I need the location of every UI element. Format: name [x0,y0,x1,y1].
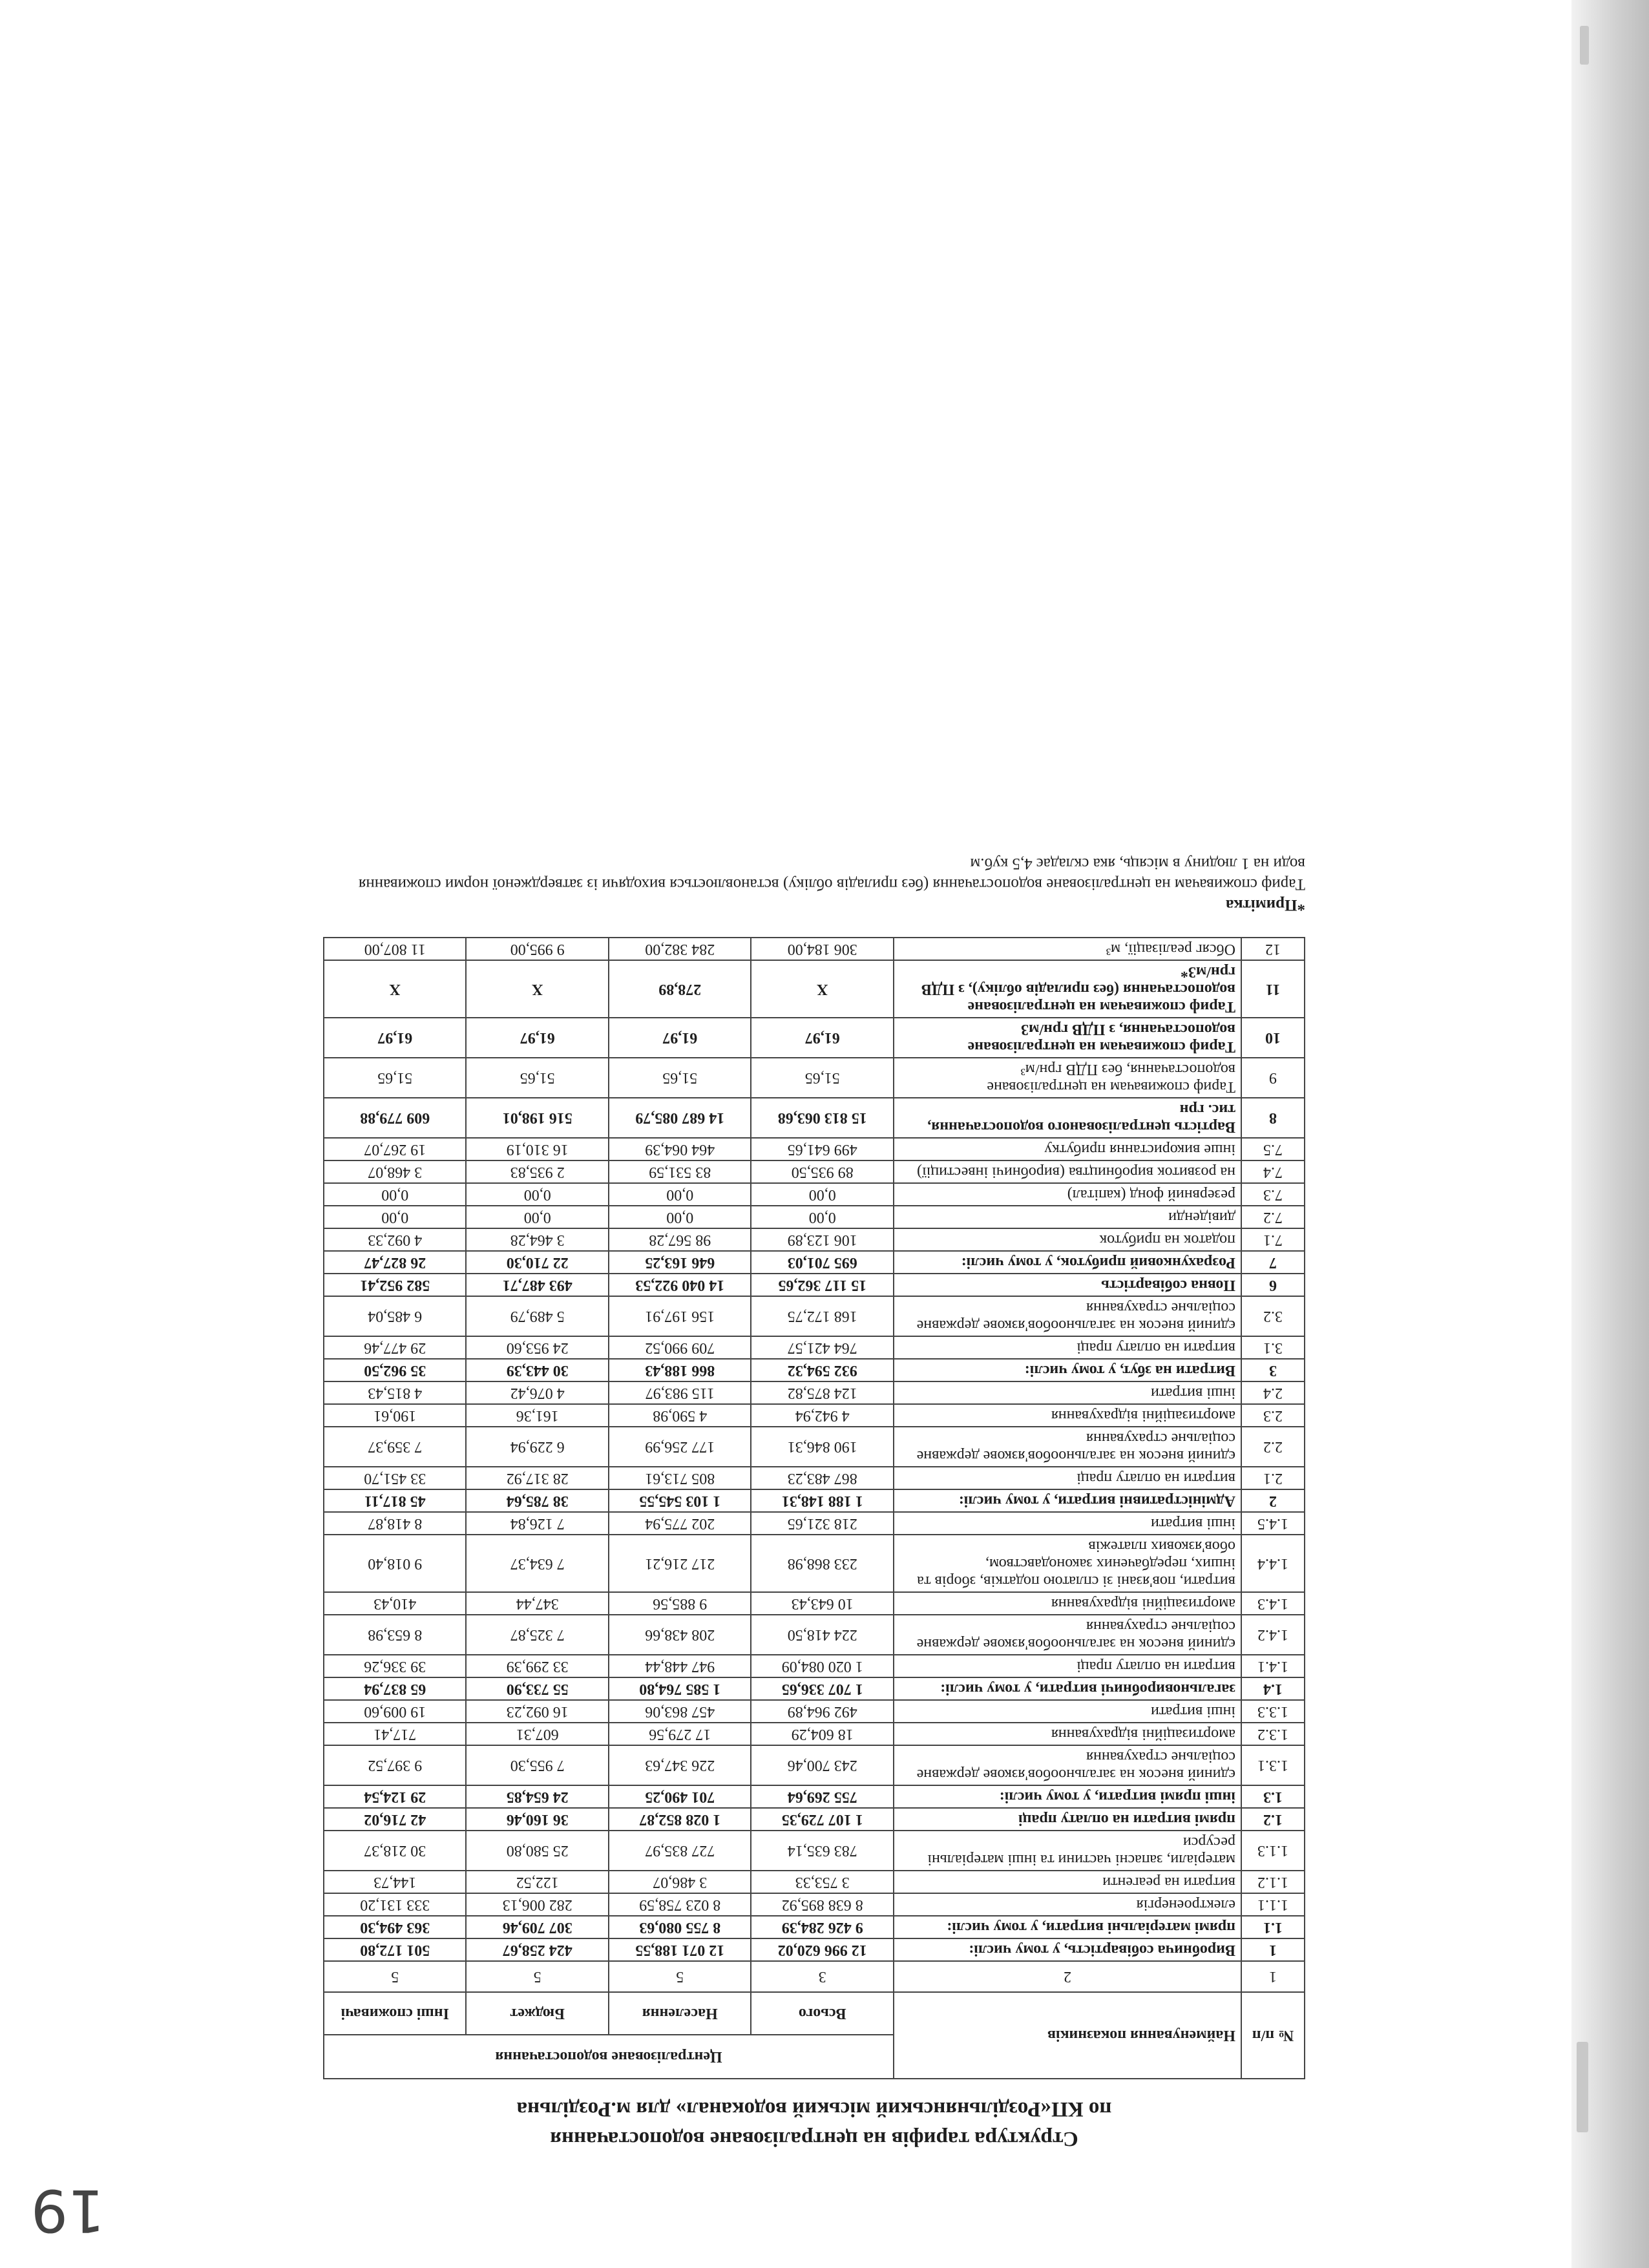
row-indicator-name: матеріали, запасні частини та інші матеріальні ресурси [894,1831,1241,1871]
table-row [324,1160,1305,1183]
table-row [324,1251,1305,1274]
row-number: 2.2 [1241,1427,1305,1467]
table-row [324,1677,1305,1700]
row-value-budget: 38 785,64 [467,1489,609,1512]
table-row [324,1938,1305,1961]
table-row [324,1296,1305,1336]
row-indicator-name: Адміністративні витрати, у тому числі: [894,1489,1241,1512]
row-value-total: 695 701,03 [751,1251,894,1274]
row-value-population: 208 438,66 [609,1615,751,1655]
table-row [324,1138,1305,1160]
table-body [324,938,1305,1961]
row-number: 1.1.3 [1241,1831,1305,1871]
row-number: 3 [1241,1359,1305,1381]
row-value-budget: 22 710,30 [467,1251,609,1274]
row-number: 1.1 [1241,1916,1305,1938]
row-number: 2.1 [1241,1467,1305,1489]
table-row [324,938,1305,960]
row-value-other: 11 807,00 [324,938,467,960]
row-value-budget: 7 955,30 [467,1745,609,1785]
row-value-total: 51,65 [751,1058,894,1098]
row-value-population: 947 448,44 [609,1655,751,1677]
row-number: 12 [1241,938,1305,960]
row-value-total: 0,00 [751,1206,894,1228]
row-value-population: 866 188,43 [609,1359,751,1381]
row-number: 1.4.3 [1241,1592,1305,1615]
row-value-population: 709 990,52 [609,1336,751,1359]
table-row [324,1831,1305,1871]
row-value-other: 29 124,54 [324,1785,467,1808]
row-value-other: 0,00 [324,1183,467,1206]
row-value-budget: 33 299,39 [467,1655,609,1677]
row-value-other: 33 451,70 [324,1467,467,1489]
row-value-total: 764 421,57 [751,1336,894,1359]
row-value-budget: 347,44 [467,1592,609,1615]
row-value-budget: 5 489,79 [467,1296,609,1336]
row-number: 1.4.1 [1241,1655,1305,1677]
row-value-total: 10 643,43 [751,1592,894,1615]
row-value-budget: 4 076,42 [467,1381,609,1404]
row-number: 11 [1241,960,1305,1018]
row-value-total: 867 483,23 [751,1467,894,1489]
row-value-population: 1 028 852,87 [609,1808,751,1831]
row-number: 2 [1241,1489,1305,1512]
table-row [324,1700,1305,1723]
row-number: 7.4 [1241,1160,1305,1183]
row-value-population: 457 863,06 [609,1700,751,1723]
row-value-population: 646 163,25 [609,1251,751,1274]
row-indicator-name: витрати на реагенти [894,1871,1241,1893]
row-value-total: 15 813 063,68 [751,1098,894,1138]
row-value-population: 278,89 [609,960,751,1018]
handwritten-page-number: 19 [30,2176,105,2244]
column-index: 5 [609,1961,751,1992]
table-row [324,1058,1305,1098]
row-value-other: 410,43 [324,1592,467,1615]
row-value-other: 39 336,26 [324,1655,467,1677]
table-row [324,1183,1305,1206]
row-number: 7.1 [1241,1228,1305,1251]
table-row [324,1427,1305,1467]
row-value-budget: 607,31 [467,1723,609,1745]
row-value-population: 8 023 758,59 [609,1893,751,1916]
row-indicator-name: інші витрати [894,1381,1241,1404]
row-indicator-name: витрати, пов'язані зі сплатою податків, зборів та інших, передбачених законодавством, обов'язкових платежів [894,1535,1241,1592]
column-index: 5 [324,1961,467,1992]
row-value-total: 755 269,64 [751,1785,894,1808]
row-value-total: 306 184,00 [751,938,894,960]
row-indicator-name: Обсяг реалізації, м³ [894,938,1241,960]
row-value-total: 18 604,29 [751,1723,894,1745]
row-number: 7.2 [1241,1206,1305,1228]
table-row [324,1467,1305,1489]
row-value-population: 202 775,94 [609,1512,751,1535]
row-value-budget: 493 487,71 [467,1274,609,1296]
header-group-water-supply: Централізоване водопостачання [324,2035,894,2079]
row-value-total: Х [751,960,894,1018]
row-number: 1.3.2 [1241,1723,1305,1745]
row-indicator-name: амортизаційні відрахування [894,1592,1241,1615]
row-value-total: 106 123,89 [751,1228,894,1251]
row-value-population: 14 687 085,79 [609,1098,751,1138]
document-page [123,100,1506,2152]
row-value-population: 61,97 [609,1018,751,1058]
row-value-other: 3 468,07 [324,1160,467,1183]
row-value-population: 115 983,97 [609,1381,751,1404]
table-row [324,1723,1305,1745]
header-other-consumers: Інші споживачі [324,1992,467,2035]
row-indicator-name: амортизаційні відрахування [894,1404,1241,1427]
row-value-budget: 30 443,39 [467,1359,609,1381]
row-value-other: 9 018,40 [324,1535,467,1592]
row-value-other: 6 485,04 [324,1296,467,1336]
row-number: 3.2 [1241,1296,1305,1336]
tariff-structure-table [323,937,1305,2079]
row-value-budget: 7 634,37 [467,1535,609,1592]
row-indicator-name: Розрахунковий прибуток, у тому числі: [894,1251,1241,1274]
row-value-other: 609 779,88 [324,1098,467,1138]
table-row [324,1893,1305,1916]
table-row [324,1336,1305,1359]
row-indicator-name: єдиний внесок на загальнообов'язкове державне соціальне страхування [894,1427,1241,1467]
footnote-title: *Примітка [1225,896,1305,914]
row-value-total: 15 117 362,65 [751,1274,894,1296]
row-indicator-name: електроенергія [894,1893,1241,1916]
row-value-other: 333 131,20 [324,1893,467,1916]
row-indicator-name: дивіденди [894,1206,1241,1228]
row-value-budget: 161,36 [467,1404,609,1427]
row-value-budget: 36 160,46 [467,1808,609,1831]
row-value-other: 8 653,98 [324,1615,467,1655]
row-indicator-name: Тариф споживачам на централізоване водопостачання, з ПДВ грн/м3 [894,1018,1241,1058]
row-value-total: 932 594,32 [751,1359,894,1381]
row-number: 1.4 [1241,1677,1305,1700]
row-value-population: 284 382,00 [609,938,751,960]
row-number: 1.4.5 [1241,1512,1305,1535]
row-value-other: 7 359,37 [324,1427,467,1467]
column-index: 5 [467,1961,609,1992]
table-row [324,1871,1305,1893]
row-value-total: 190 846,31 [751,1427,894,1467]
row-value-total: 168 172,75 [751,1296,894,1336]
row-value-budget: 55 733,90 [467,1677,609,1700]
row-value-budget: 424 258,67 [467,1938,609,1961]
row-value-population: 4 590,98 [609,1404,751,1427]
row-number: 1.3.3 [1241,1700,1305,1723]
column-index: 2 [894,1961,1241,1992]
row-value-total: 89 935,50 [751,1160,894,1183]
row-value-total: 8 638 895,92 [751,1893,894,1916]
table-row [324,1274,1305,1296]
row-number: 1.4.2 [1241,1615,1305,1655]
row-indicator-name: витрати на оплату праці [894,1467,1241,1489]
row-value-total: 9 426 284,39 [751,1916,894,1938]
row-value-population: 217 216,21 [609,1535,751,1592]
row-indicator-name: прямі витрати на оплату праці [894,1808,1241,1831]
row-indicator-name: Витрати на збут, у тому числі: [894,1359,1241,1381]
footnote-text: Тариф споживачам на централізоване водопостачання (без приладів обліку) встановлюється виходячи із затвердженої норми споживання води на 1 людину в місяць, яка складає 4,5 куб.м [358,855,1305,893]
row-value-other: 19 267,07 [324,1138,467,1160]
row-number: 1.4.4 [1241,1535,1305,1592]
row-value-budget: 6 229,94 [467,1427,609,1467]
row-number: 1.3.1 [1241,1745,1305,1785]
table-row [324,1404,1305,1427]
row-value-budget: 25 580,80 [467,1831,609,1871]
row-indicator-name: Виробнича собівартість, у тому числі: [894,1938,1241,1961]
header-indicator-name: Найменування показників [894,1992,1241,2079]
row-value-population: 14 040 922,53 [609,1274,751,1296]
row-number: 1.3 [1241,1785,1305,1808]
row-value-population: 0,00 [609,1206,751,1228]
table-row [324,1916,1305,1938]
row-value-budget: 61,97 [467,1018,609,1058]
row-indicator-name: прямі матеріальні витрати, у тому числі: [894,1916,1241,1938]
row-value-population: 464 064,39 [609,1138,751,1160]
row-number: 1.2 [1241,1808,1305,1831]
row-value-total: 0,00 [751,1183,894,1206]
table-row [324,1098,1305,1138]
row-value-budget: 282 006,13 [467,1893,609,1916]
row-value-total: 3 753,33 [751,1871,894,1893]
row-value-population: 12 071 188,55 [609,1938,751,1961]
row-value-budget: 16 310,19 [467,1138,609,1160]
row-value-budget: 2 935,83 [467,1160,609,1183]
row-value-budget: Х [467,960,609,1018]
table-row [324,1512,1305,1535]
table-row [324,1381,1305,1404]
row-value-other: 190,61 [324,1404,467,1427]
row-indicator-name: єдиний внесок на загальнообов'язкове державне соціальне страхування [894,1745,1241,1785]
row-value-population: 17 279,56 [609,1723,751,1745]
row-value-budget: 24 953,60 [467,1336,609,1359]
row-value-total: 224 418,50 [751,1615,894,1655]
row-value-other: 42 716,02 [324,1808,467,1831]
row-value-population: 98 567,28 [609,1228,751,1251]
row-value-other: 8 418,87 [324,1512,467,1535]
row-value-other: 4 815,43 [324,1381,467,1404]
row-number: 8 [1241,1098,1305,1138]
row-indicator-name: Вартість централізованого водопостачання, тис. грн [894,1098,1241,1138]
row-value-total: 218 321,65 [751,1512,894,1535]
tariff-table-wrapper [123,937,1506,2079]
row-value-population: 1 103 545,55 [609,1489,751,1512]
row-value-population: 701 490,25 [609,1785,751,1808]
row-indicator-name: загальновиробничі витрати, у тому числі: [894,1677,1241,1700]
row-value-population: 805 713,61 [609,1467,751,1489]
row-indicator-name: витрати на оплату праці [894,1655,1241,1677]
row-value-other: 363 494,30 [324,1916,467,1938]
row-value-total: 1 107 729,35 [751,1808,894,1831]
row-value-budget: 0,00 [467,1206,609,1228]
row-indicator-name: резервний фонд (капітал) [894,1183,1241,1206]
column-index: 1 [1241,1961,1305,1992]
row-indicator-name: витрати на оплату праці [894,1336,1241,1359]
row-value-other: 0,00 [324,1206,467,1228]
row-value-other: Х [324,960,467,1018]
row-indicator-name: податок на прибуток [894,1228,1241,1251]
row-indicator-name: інші витрати [894,1512,1241,1535]
table-row [324,1018,1305,1058]
row-number: 10 [1241,1018,1305,1058]
row-value-other: 501 172,80 [324,1938,467,1961]
row-number: 3.1 [1241,1336,1305,1359]
row-value-budget: 9 995,00 [467,938,609,960]
column-index: 3 [751,1961,894,1992]
row-indicator-name: інші прямі витрати, у тому числі: [894,1785,1241,1808]
row-value-total: 124 875,82 [751,1381,894,1404]
header-budget: Бюджет [467,1992,609,2035]
table-row [324,1359,1305,1381]
scan-mark [1580,26,1589,65]
row-number: 7 [1241,1251,1305,1274]
row-number: 6 [1241,1274,1305,1296]
row-indicator-name: амортизаційні відрахування [894,1723,1241,1745]
column-index-row [324,1961,1305,1992]
row-value-budget: 122,52 [467,1871,609,1893]
row-value-budget: 7 325,87 [467,1615,609,1655]
table-row [324,1206,1305,1228]
row-value-budget: 16 092,23 [467,1700,609,1723]
row-value-other: 9 397,52 [324,1745,467,1785]
row-value-total: 1 707 336,65 [751,1677,894,1700]
row-value-population: 727 835,97 [609,1831,751,1871]
row-value-budget: 24 654,85 [467,1785,609,1808]
table-row [324,1228,1305,1251]
row-number: 2.3 [1241,1404,1305,1427]
row-value-total: 1 188 148,31 [751,1489,894,1512]
title-line-1: Структура тарифів на централізоване водопостачання [550,2127,1078,2150]
row-value-total: 12 996 620,02 [751,1938,894,1961]
row-indicator-name: Тариф споживачам на централізоване водопостачання, без ПДВ грн/м³ [894,1058,1241,1098]
row-value-total: 1 020 084,09 [751,1655,894,1677]
header-population: Населення [609,1992,751,2035]
row-value-total: 233 868,98 [751,1535,894,1592]
row-indicator-name: на розвиток виробництва (виробничі інвестиції) [894,1160,1241,1183]
row-number: 9 [1241,1058,1305,1098]
table-row [324,1535,1305,1592]
row-value-population: 8 755 080,63 [609,1916,751,1938]
row-value-population: 177 256,99 [609,1427,751,1467]
row-value-budget: 516 198,01 [467,1098,609,1138]
row-value-budget: 3 464,28 [467,1228,609,1251]
row-indicator-name: Повна собівартість [894,1274,1241,1296]
footnote [323,853,1305,915]
row-value-population: 3 486,07 [609,1871,751,1893]
row-indicator-name: інше використання прибутку [894,1138,1241,1160]
row-number: 1.1.2 [1241,1871,1305,1893]
table-row [324,1489,1305,1512]
row-value-other: 35 962,50 [324,1359,467,1381]
row-value-budget: 28 317,92 [467,1467,609,1489]
header-number: № п/п [1241,1992,1305,2079]
scan-edge-shadow [1571,0,1649,2268]
row-indicator-name: єдиний внесок на загальнообов'язкове державне соціальне страхування [894,1615,1241,1655]
row-indicator-name: єдиний внесок на загальнообов'язкове державне соціальне страхування [894,1296,1241,1336]
row-value-other: 45 817,11 [324,1489,467,1512]
row-value-total: 499 641,65 [751,1138,894,1160]
row-value-other: 51,65 [324,1058,467,1098]
row-value-other: 4 092,33 [324,1228,467,1251]
row-value-other: 29 477,46 [324,1336,467,1359]
table-row [324,1745,1305,1785]
row-value-other: 65 837,94 [324,1677,467,1700]
row-value-total: 783 635,14 [751,1831,894,1871]
row-value-budget: 51,65 [467,1058,609,1098]
title-line-2: по КП«Роздільнянський міський водоканал» для м.Роздільна [516,2097,1112,2121]
row-number: 7.5 [1241,1138,1305,1160]
table-row [324,1592,1305,1615]
row-value-total: 61,97 [751,1018,894,1058]
row-indicator-name: Тариф споживачам на централізоване водопостачання (без приладів обліку), з ПДВ грн/м3* [894,960,1241,1018]
row-value-other: 30 218,37 [324,1831,467,1871]
row-value-other: 144,73 [324,1871,467,1893]
row-value-budget: 7 126,84 [467,1512,609,1535]
row-value-total: 4 942,94 [751,1404,894,1427]
row-value-population: 1 585 764,80 [609,1677,751,1700]
row-value-other: 19 009,60 [324,1700,467,1723]
table-row [324,1615,1305,1655]
row-value-other: 717,41 [324,1723,467,1745]
row-value-population: 51,65 [609,1058,751,1098]
row-number: 2.4 [1241,1381,1305,1404]
row-number: 1.1.1 [1241,1893,1305,1916]
table-row [324,1785,1305,1808]
row-value-population: 156 197,91 [609,1296,751,1336]
document-title [123,2096,1506,2152]
row-number: 7.3 [1241,1183,1305,1206]
row-indicator-name: інші витрати [894,1700,1241,1723]
row-value-population: 226 347,63 [609,1745,751,1785]
row-value-other: 582 952,41 [324,1274,467,1296]
row-value-budget: 0,00 [467,1183,609,1206]
row-value-other: 61,97 [324,1018,467,1058]
row-value-budget: 307 709,46 [467,1916,609,1938]
table-row [324,1808,1305,1831]
row-value-total: 492 964,89 [751,1700,894,1723]
row-value-population: 9 885,56 [609,1592,751,1615]
row-value-total: 243 700,46 [751,1745,894,1785]
table-row [324,960,1305,1018]
row-value-other: 26 827,47 [324,1251,467,1274]
row-value-population: 83 531,59 [609,1160,751,1183]
table-row [324,1655,1305,1677]
row-number: 1 [1241,1938,1305,1961]
row-value-population: 0,00 [609,1183,751,1206]
scan-mark [1577,2042,1588,2132]
header-total: Всього [751,1992,894,2035]
